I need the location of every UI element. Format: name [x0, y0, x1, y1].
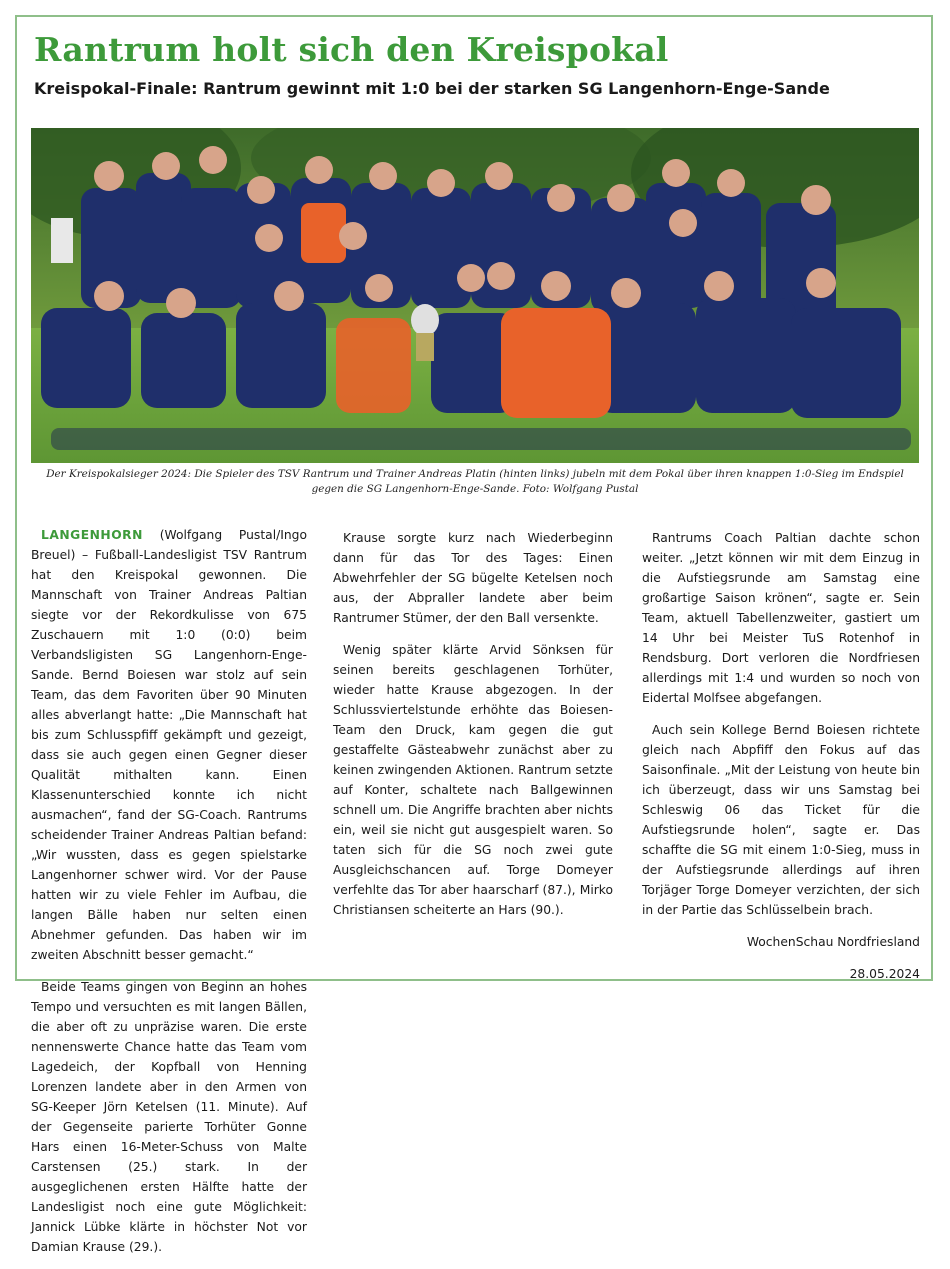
- paragraph: Auch sein Kollege Bernd Boiesen richtete gleich nach Abpfiff den Fokus auf das Saisonfinale. „Mit der Leistung von heute bin ich überzeugt, dass wir uns Samstag bei Schleswig 06 das Ticket für die Aufstiegsrunde holen“, sagte er. Das schaffte die SG mit einem 1:0-Sieg, muss in der Aufstiegsrunde allerdings auf ihren Torjäger Torge Domeyer verzichten, der sich in der Partie das Schlüsselbein brach.: [642, 723, 920, 917]
- paragraph: Rantrums Coach Paltian dachte schon weiter. „Jetzt können wir mit dem Einzug in die Aufstiegsrunde am Samstag eine großartige Saison krönen“, sagte er. Sein Team, aktuell Tabellenzweiter, gastiert um 14 Uhr bei Meister TuS Rotenhof in Rendsburg. Dort verloren die Nordfriesen allerdings mit 1:4 und wurden so noch von Eidertal Molfsee abgefangen.: [642, 531, 920, 705]
- paragraph: Beide Teams gingen von Beginn an hohes Tempo und versuchten es mit langen Bällen, die aber oft zu unpräzise waren. Die erste nennenswerte Chance hatte das Team vom Lagedeich, der Kopfball von Henning Lorenzen landete aber in den Armen von SG-Keeper Jörn Ketelsen (11. Minute). Auf der Gegenseite parierte Torhüter Gonne Hars einen 16-Meter-Schuss von Malte Carstensen (25.) stark. In der ausgeglichenen ersten Hälfte hatte der Landesligist noch eine gute Möglichkeit: Jannick Lübke klärte in höchster Not vor Damian Krause (29.).: [31, 980, 307, 1254]
- article-column-1: [31, 525, 307, 1269]
- paragraph-text: (Wolfgang Pustal/Ingo Breuel) – Fußball-Landesligist TSV Rantrum hat den Kreispokal gewonnen. Die Mannschaft von Trainer Andreas Paltian siegte vor der Rekordkulisse von 675 Zuschauern mit 1:0 (0:0) beim Verbandsligisten SG Langenhorn-Enge-Sande. Bernd Boiesen war stolz auf sein Team, das dem Favoriten über 90 Minuten alles abverlangt hatte: „Die Mannschaft hat bis zum Schlusspfiff gekämpft und gezeigt, dass sie auch gegen einen Gegner dieser Qualität mithalten kann. Einen Klassenunterschied konnte ich nicht ausmachen“, fand der SG-Coach. Rantrums scheidender Trainer Andreas Paltian befand: „Wir wussten, dass es gegen spielstarke Langenhorner schwer wird. Vor der Pause hatten wir zu viele Fehler im Aufbau, die langen Bälle haben nur selten einen Abnehmer gefunden. Das haben wir im zweiten Abschnitt besser gemacht.“: [31, 528, 307, 962]
- date: 28.05.2024: [849, 967, 920, 981]
- paragraph: Krause sorgte kurz nach Wiederbeginn dann für das Tor des Tages: Einen Abwehrfehler der SG bügelte Ketelsen noch aus, der Abpraller landete aber beim Rantrumer Stümer, der den Ball versenkte.: [333, 531, 613, 625]
- paragraph: Wenig später klärte Arvid Sönksen für seinen bereits geschlagenen Torhüter, wieder hatte Krause abgezogen. In der Schlussviertelstunde erhöhte das Boiesen-Team den Druck, kam gegen die gut gestaffelte Gästeabwehr zunächst aber zu keinen zwingenden Aktionen. Rantrum setzte auf Konter, schaltete nach Ballgewinnen schnell um. Die Angriffe brachten aber nichts ein, weil sie nicht gut ausgespielt waren. So taten sich für die SG noch zwei gute Ausgleichschancen auf. Torge Domeyer verfehlte das Tor aber haarscharf (87.), Mirko Christiansen scheiterte an Hars (90.).: [333, 643, 613, 917]
- team-photo: [31, 128, 919, 463]
- paragraph: [31, 525, 307, 965]
- article-column-2: [333, 528, 613, 932]
- headline: Rantrum holt sich den Kreispokal: [34, 30, 669, 69]
- dateline: LANGENHORN: [41, 528, 143, 542]
- article-column-3: [642, 528, 920, 996]
- source: WochenSchau Nordfriesland: [746, 935, 920, 949]
- subheadline: Kreispokal-Finale: Rantrum gewinnt mit 1:0 bei der starken SG Langenhorn-Enge-Sande: [34, 79, 830, 98]
- photo-caption: Der Kreispokalsieger 2024: Die Spieler des TSV Rantrum und Trainer Andreas Platin (hinten links) jubeln mit dem Pokal über ihren knappen 1:0-Sieg im Endspiel gegen die SG Langenhorn-Enge-Sande. Foto: Wolfgang Pustal: [46, 468, 904, 495]
